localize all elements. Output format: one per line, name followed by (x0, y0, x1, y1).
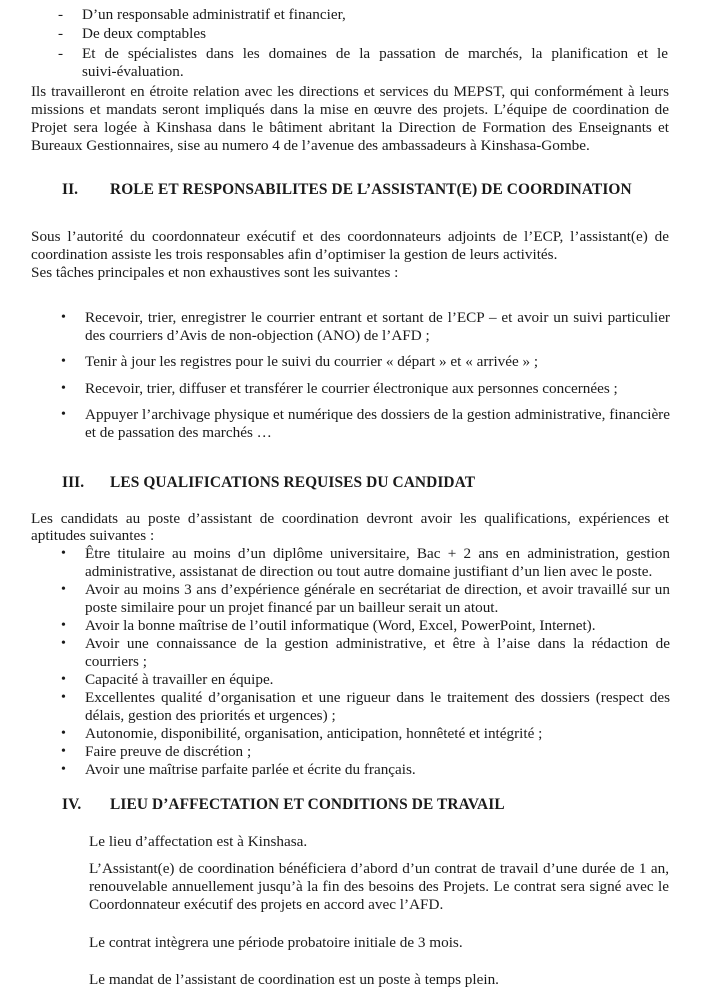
list-item-continuation: des courriers d’Avis de non-objection (ANO) de l’AFD ; (85, 327, 430, 344)
list-item: D’un responsable administratif et financier, (82, 6, 346, 23)
list-item: Capacité à travailler en équipe. (85, 671, 274, 688)
list-item: De deux comptables (82, 25, 206, 42)
bullet-marker: • (61, 407, 66, 422)
list-item: Être titulaire au moins d’un diplôme universitaire, Bac + 2 ans en administration, gestion (85, 545, 670, 562)
bullet-marker: • (61, 762, 66, 777)
dash-marker: - (58, 25, 64, 42)
bullet-marker: • (61, 618, 66, 633)
paragraph-line: missions et mandats seront impliqués dans la mise en œuvre des projets. L’équipe de coordination de (31, 101, 669, 118)
list-item: Avoir une maîtrise parfaite parlée et écrite du français. (85, 761, 416, 778)
section-number: IV. (62, 796, 82, 813)
list-item: Avoir au moins 3 ans d’expérience générale en secrétariat de direction, et avoir travaillé sur un (85, 581, 670, 598)
bullet-marker: • (61, 672, 66, 687)
bullet-marker: • (61, 744, 66, 759)
bullet-marker: • (61, 636, 66, 651)
paragraph-line: Projet sera logée à Kinshasa dans le bâtiment abritant la Direction de Formation des Enseignants et (31, 119, 669, 136)
bullet-marker: • (61, 582, 66, 597)
paragraph-line: L’Assistant(e) de coordination bénéficiera d’abord d’un contrat de travail d’une durée de 1 an, (89, 860, 669, 877)
dash-marker: - (58, 45, 64, 62)
list-item: Tenir à jour les registres pour le suivi du courrier « départ » et « arrivée » ; (85, 353, 539, 370)
list-item: Appuyer l’archivage physique et numérique des dossiers de la gestion administrative, financière (85, 406, 670, 423)
list-item: Et de spécialistes dans les domaines de la passation de marchés, la planification et le (82, 45, 668, 62)
paragraph-line: Ils travailleront en étroite relation avec les directions et services du MEPST, qui conformément à leurs (31, 83, 669, 100)
section-title: LES QUALIFICATIONS REQUISES DU CANDIDAT (110, 474, 476, 491)
bullet-marker: • (61, 546, 66, 561)
paragraph-line: Ses tâches principales et non exhaustives sont les suivantes : (31, 264, 399, 281)
bullet-marker: • (61, 310, 66, 325)
list-item-continuation: administrative, assistanat de direction ou tout autre domaine justifiant d’un lien avec le poste. (85, 563, 653, 580)
paragraph-line: Les candidats au poste d’assistant de coordination devront avoir les qualifications, expériences et (31, 510, 669, 527)
paragraph-line: Le mandat de l’assistant de coordination est un poste à temps plein. (89, 971, 499, 988)
list-item: Recevoir, trier, enregistrer le courrier entrant et sortant de l’ECP – et avoir un suivi particulier (85, 309, 670, 326)
bullet-marker: • (61, 381, 66, 396)
paragraph-line: Bureaux Gestionnaires, sise au numero 4 de l’avenue des ambassadeurs à Kinshasa-Gombe. (31, 137, 590, 154)
list-item: Avoir la bonne maîtrise de l’outil informatique (Word, Excel, PowerPoint, Internet). (85, 617, 596, 634)
bullet-marker: • (61, 726, 66, 741)
paragraph-line: Sous l’autorité du coordonnateur exécutif et des coordonnateurs adjoints de l’ECP, l’assistant(e) de (31, 228, 669, 245)
paragraph-line: aptitudes suivantes : (31, 527, 155, 544)
bullet-marker: • (61, 690, 66, 705)
paragraph-line: Coordonnateur exécutif des projets en accord avec l’AFD. (89, 896, 444, 913)
list-item: Autonomie, disponibilité, organisation, anticipation, honnêteté et intégrité ; (85, 725, 543, 742)
list-item-continuation: poste similaire pour un projet financé par un bailleur serait un atout. (85, 599, 499, 616)
dash-marker: - (58, 6, 64, 23)
list-item: Avoir une connaissance de la gestion administrative, et être à l’aise dans la rédaction de (85, 635, 670, 652)
list-item: Excellentes qualité d’organisation et une rigueur dans le traitement des dossiers (respect des (85, 689, 670, 706)
section-title: ROLE ET RESPONSABILITES DE L’ASSISTANT(E) DE COORDINATION (110, 181, 632, 198)
paragraph-line: coordination assiste les trois responsables afin d’optimiser la gestion de leurs activités. (31, 246, 558, 263)
paragraph-line: Le contrat intègrera une période probatoire initiale de 3 mois. (89, 934, 463, 951)
list-item-continuation: suivi-évaluation. (82, 63, 184, 80)
section-title: LIEU D’AFFECTATION ET CONDITIONS DE TRAVAIL (110, 796, 505, 813)
paragraph-line: renouvelable annuellement jusqu’à la fin des besoins des Projets. Le contrat sera signé avec le (89, 878, 669, 895)
list-item-continuation: délais, gestion des priorités et urgences) ; (85, 707, 336, 724)
section-number: III. (62, 474, 85, 491)
list-item: Recevoir, trier, diffuser et transférer le courrier électronique aux personnes concernées ; (85, 380, 618, 397)
list-item-continuation: et de passation des marchés … (85, 424, 272, 441)
bullet-marker: • (61, 354, 66, 369)
paragraph-line: Le lieu d’affectation est à Kinshasa. (89, 833, 308, 850)
section-number: II. (62, 181, 79, 198)
list-item: Faire preuve de discrétion ; (85, 743, 252, 760)
list-item-continuation: courriers ; (85, 653, 147, 670)
